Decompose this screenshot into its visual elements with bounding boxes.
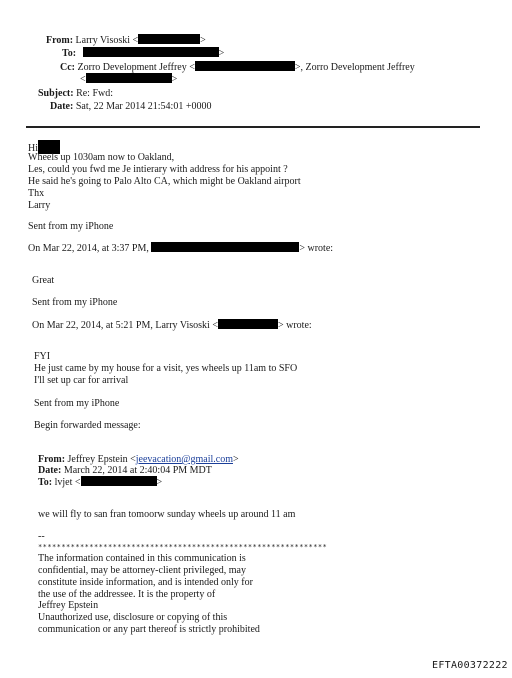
greeting-text: Hi: [28, 143, 38, 154]
fwd-from-name: Jeffrey Epstein <: [67, 454, 136, 465]
fwd-to-tail: >: [156, 477, 163, 488]
cc-line2-prefix: <: [80, 74, 86, 85]
quote2-prefix: On Mar 22, 2014, at 5:21 PM, Larry Visoski <: [32, 320, 218, 331]
fwd-from-tail: >: [232, 454, 239, 465]
header-cc-line2: [80, 73, 177, 86]
subject-value: Re: Fwd:: [76, 88, 114, 99]
fyi: FYI: [34, 351, 51, 362]
fwd-date-value: March 22, 2014 at 2:40:04 PM MDT: [63, 465, 212, 476]
to-tail: >: [218, 48, 225, 59]
redaction-bar: [218, 319, 278, 329]
disclaimer-line-4: the use of the addressee. It is the property of: [38, 589, 216, 600]
header-divider: [26, 126, 480, 128]
header-from: [46, 34, 206, 47]
disclaimer-line-6: Unauthorized use, disclosure or copying of this: [38, 612, 228, 623]
redaction-bar: [81, 476, 157, 486]
from-name: Larry Visoski <: [75, 35, 139, 46]
body-line-1: Wheels up 1030am now to Oakland,: [28, 152, 175, 163]
from-label: From:: [46, 35, 74, 46]
cc-label: Cc:: [60, 62, 75, 73]
quote-header-1: [28, 242, 333, 255]
date-value: Sat, 22 Mar 2014 21:54:01 +0000: [75, 101, 212, 112]
from-tail: >: [200, 35, 206, 46]
header-to: [62, 47, 224, 60]
quote2-suffix: > wrote:: [277, 320, 312, 331]
fwd-from-label: From:: [38, 454, 66, 465]
disclaimer-line-5: Jeffrey Epstein: [38, 600, 99, 611]
disclaimer-line-2: confidential, may be attorney-client privileged, may: [38, 565, 246, 576]
fwd-to-label: To:: [38, 477, 53, 488]
disclaimer-line-3: constitute inside information, and is intended only for: [38, 577, 253, 588]
body-line-5: Larry: [28, 200, 51, 211]
body-line-4: Thx: [28, 188, 45, 199]
disclaimer-line-7: communication or any part thereof is strictly prohibited: [38, 624, 260, 635]
sig-dash: --: [38, 531, 45, 542]
fyi-line-2: I'll set up car for arrival: [34, 375, 129, 386]
header-date: [50, 101, 211, 113]
sent-from-iphone-2: Sent from my iPhone: [32, 297, 118, 308]
fwd-date-label: Date:: [38, 465, 62, 476]
fyi-line-1: He just came by my house for a visit, yes wheels up 11am to SFO: [34, 363, 298, 374]
quote1-suffix: > wrote:: [299, 243, 334, 254]
quote1-prefix: On Mar 22, 2014, at 3:37 PM,: [28, 243, 149, 254]
cc-line2-tail: >: [171, 74, 178, 85]
sig-stars: **************************************************************: [38, 543, 328, 551]
fwd-from-email-link[interactable]: jeevacation@gmail.com: [135, 454, 233, 465]
great: Great: [32, 275, 55, 286]
disclaimer-line-1: The information contained in this communication is: [38, 553, 246, 564]
begin-forwarded: Begin forwarded message:: [34, 420, 141, 431]
fwd-to: [38, 476, 162, 489]
subject-label: Subject:: [38, 88, 74, 99]
date-label: Date:: [50, 101, 74, 112]
redaction-bar: [83, 47, 219, 57]
redaction-bar: [151, 242, 299, 252]
body-line-3: He said he's going to Palo Alto CA, which might be Oakland airport: [28, 176, 301, 187]
header-subject: [38, 88, 113, 100]
sent-from-iphone-3: Sent from my iPhone: [34, 398, 120, 409]
sent-from-iphone-1: Sent from my iPhone: [28, 221, 114, 232]
cc-mid: >, Zorro Development Jeffrey: [294, 62, 415, 73]
redaction-bar: [86, 73, 172, 83]
redaction-bar: [138, 34, 200, 44]
to-label: To:: [62, 48, 77, 59]
fwd-to-value: lvjet <: [54, 477, 81, 488]
bates-number: EFTA00372222: [432, 660, 508, 671]
cc-name: Zorro Development Jeffrey <: [77, 62, 195, 73]
fwd-message: we will fly to san fran tomoorw sunday wheels up around 11 am: [38, 509, 296, 520]
redaction-bar: [195, 61, 295, 71]
quote-header-2: [32, 319, 312, 332]
body-line-2: Les, could you fwd me Je intierary with address for his appoint ?: [28, 164, 288, 175]
